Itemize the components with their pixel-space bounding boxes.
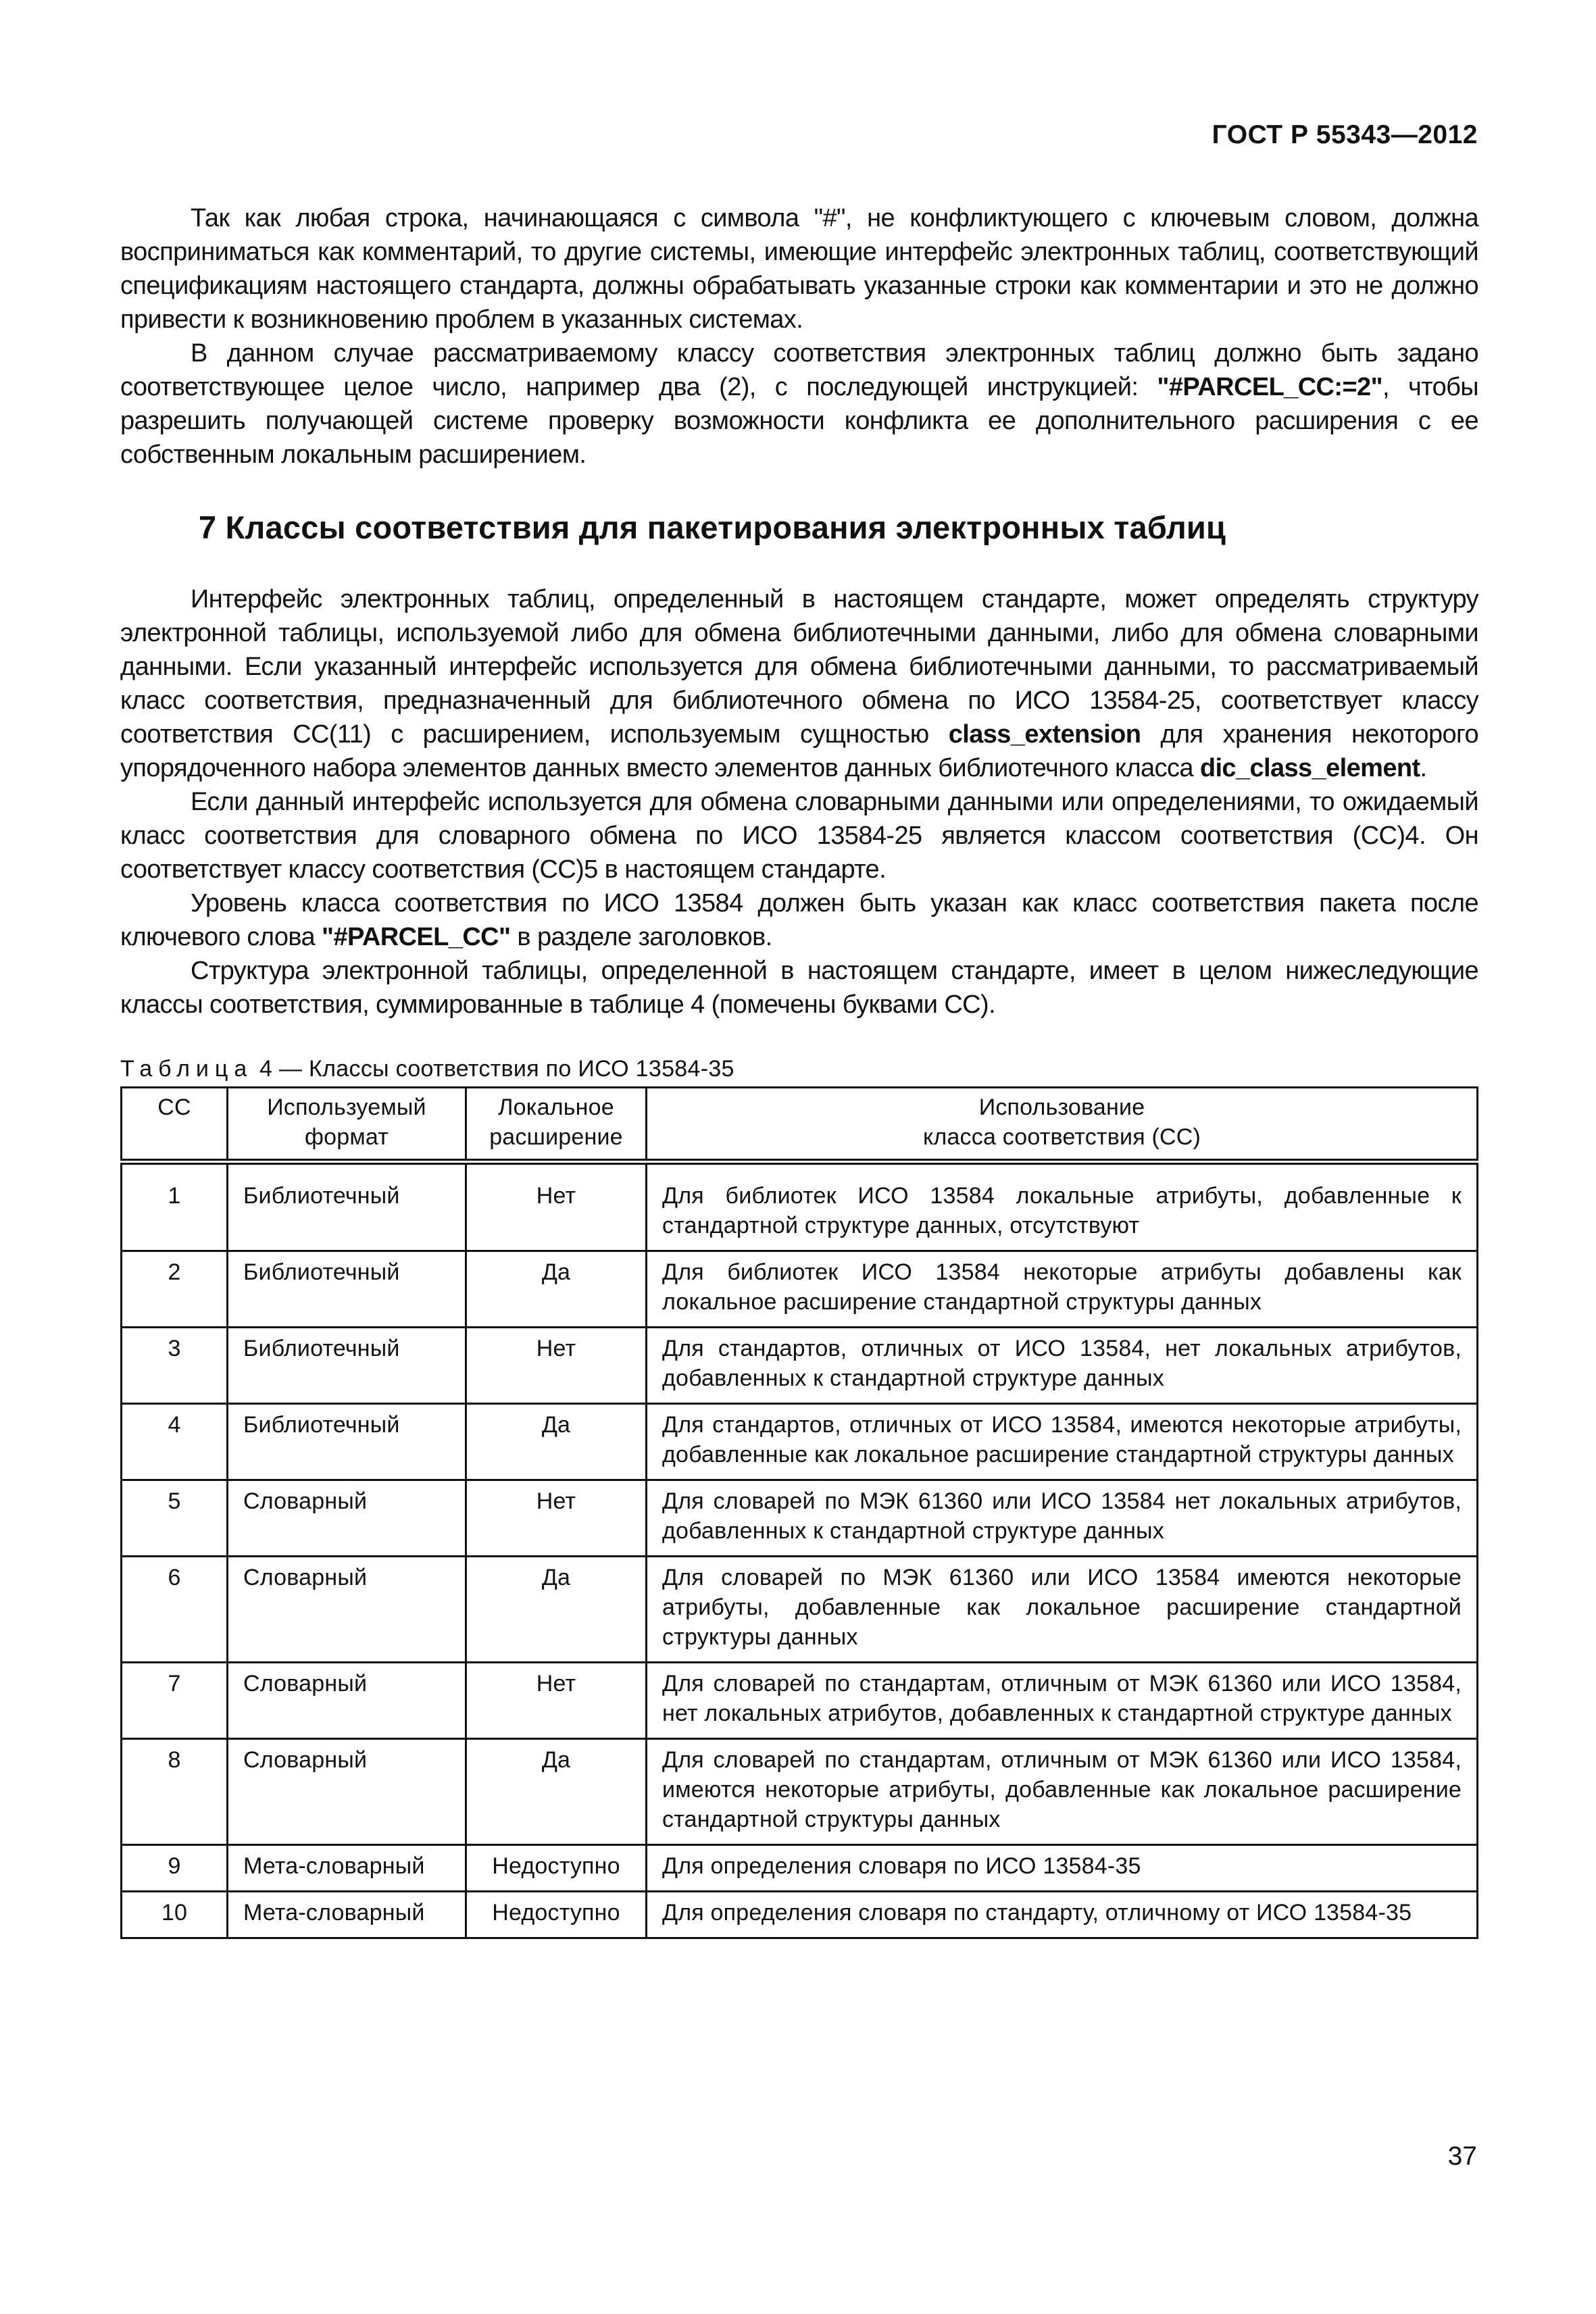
cell-usage: Для определения словаря по ИСО 13584-35	[647, 1845, 1478, 1892]
section-p1-text-e: .	[1420, 754, 1427, 782]
table-row	[122, 1162, 1478, 1251]
intro-paragraph-2	[120, 336, 1478, 472]
table-row	[122, 1663, 1478, 1739]
document-code: ГОСТ Р 55343—2012	[1212, 120, 1478, 149]
section-p1-text-a: Интерфейс электронных таблиц, определенный в настоящем стандарте, может определять структуру электронной таблицы, используемой либо для обмена библиотечными данными, либо для обмена словарными данными. Если указанный интерфейс используется для обмена библиотечными данными, то рассматриваемый класс соответствия, предназначенный для библиотечного обмена по ИСО 13584-25, соответствует классу соответствия СС(11) с расширением, используемым сущностью	[120, 585, 1478, 749]
header-format: Используемый формат	[228, 1088, 466, 1162]
cell-cc: 7	[122, 1663, 228, 1739]
cell-local-extension: Нет	[466, 1162, 647, 1251]
conformance-classes-table	[120, 1086, 1478, 1939]
cell-local-extension: Нет	[466, 1480, 647, 1557]
table-row	[122, 1251, 1478, 1328]
header-cc: СС	[122, 1088, 228, 1162]
section-paragraph-3	[120, 886, 1478, 954]
cell-local-extension: Да	[466, 1557, 647, 1663]
cell-local-extension: Недоступно	[466, 1845, 647, 1892]
table-caption-word: Таблица	[120, 1056, 253, 1082]
cell-format: Словарный	[228, 1480, 466, 1557]
cell-format: Мета-словарный	[228, 1892, 466, 1938]
cell-format: Библиотечный	[228, 1162, 466, 1251]
cell-cc: 4	[122, 1404, 228, 1480]
cell-usage: Для стандартов, отличных от ИСО 13584, имеются некоторые атрибуты, добавленные как локальное расширение стандартной структуры данных	[647, 1404, 1478, 1480]
cell-cc: 3	[122, 1328, 228, 1404]
cell-local-extension: Нет	[466, 1663, 647, 1739]
cell-cc: 8	[122, 1739, 228, 1845]
intro-p2-text-c: , чтобы разрешить получающей системе проверку возможности конфликта ее дополнительного расширения с ее собственным локальным расширением.	[120, 373, 1478, 469]
section-paragraph-2: Если данный интерфейс используется для обмена словарными данными или определениями, то ожидаемый класс соответствия для словарного обмена по ИСО 13584-25 является классом соответствия (СС)4. Он соответствует классу соответствия (СС)5 в настоящем стандарте.	[120, 788, 1478, 884]
header-usage: Использование класса соответствия (СС)	[647, 1088, 1478, 1162]
table-row	[122, 1557, 1478, 1663]
cell-local-extension: Да	[466, 1404, 647, 1480]
intro-p2-text-a: В данном случае рассматриваемому классу соответствия электронных таблиц должно быть задано соответствующее целое число, например два (2), с последующей инструкцией:	[120, 339, 1478, 401]
table-row	[122, 1404, 1478, 1480]
table-header-row	[122, 1088, 1478, 1162]
cell-usage: Для библиотек ИСО 13584 локальные атрибуты, добавленные к стандартной структуре данных, отсутствуют	[647, 1162, 1478, 1251]
cell-cc: 6	[122, 1557, 228, 1663]
page-number: 37	[1447, 2142, 1477, 2171]
cell-usage: Для словарей по стандартам, отличным от МЭК 61360 или ИСО 13584, имеются некоторые атрибуты, добавленные как локальное расширение стандартной структуры данных	[647, 1739, 1478, 1845]
cell-cc: 1	[122, 1162, 228, 1251]
parcel-cc-instruction: "#PARCEL_CC:=2"	[1157, 373, 1382, 401]
table-caption-text: 4 — Классы соответствия по ИСО 13584-35	[253, 1056, 734, 1082]
cell-format: Мета-словарный	[228, 1845, 466, 1892]
section-paragraph-1	[120, 582, 1478, 785]
section-paragraph-4: Структура электронной таблицы, определенной в настоящем стандарте, имеет в целом нижеследующие классы соответствия, суммированные в таблице 4 (помечены буквами СС).	[120, 957, 1478, 1019]
cell-format: Библиотечный	[228, 1251, 466, 1328]
dic-class-element-term: dic_class_element	[1199, 754, 1420, 782]
cell-usage: Для словарей по стандартам, отличным от МЭК 61360 или ИСО 13584, нет локальных атрибутов, добавленных к стандартной структуре данных	[647, 1663, 1478, 1739]
intro-paragraph-1: Так как любая строка, начинающаяся с символа "#", не конфликтующего с ключевым словом, должна восприниматься как комментарий, то другие системы, имеющие интерфейс электронных таблиц, соответствующий спецификациям настоящего стандарта, должны обрабатывать указанные строки как комментарии и это не должно привести к возникновению проблем в указанных системах.	[120, 204, 1478, 334]
cell-usage: Для определения словаря по стандарту, отличному от ИСО 13584-35	[647, 1892, 1478, 1938]
class-extension-term: class_extension	[948, 720, 1141, 749]
cell-cc: 10	[122, 1892, 228, 1938]
cell-cc: 2	[122, 1251, 228, 1328]
cell-format: Библиотечный	[228, 1328, 466, 1404]
section-p3-text-c: в разделе заголовков.	[510, 923, 772, 951]
parcel-cc-keyword: "#PARCEL_CC"	[322, 923, 511, 951]
table-row	[122, 1328, 1478, 1404]
section-p3-text-a: Уровень класса соответствия по ИСО 13584 должен быть указан как класс соответствия пакета после ключевого слова	[120, 889, 1478, 951]
cell-local-extension: Да	[466, 1251, 647, 1328]
cell-usage: Для словарей по МЭК 61360 или ИСО 13584 имеются некоторые атрибуты, добавленные как локальное расширение стандартной структуры данных	[647, 1557, 1478, 1663]
cell-format: Словарный	[228, 1739, 466, 1845]
table-row	[122, 1480, 1478, 1557]
table-caption	[120, 1054, 1478, 1084]
cell-format: Библиотечный	[228, 1404, 466, 1480]
cell-local-extension: Недоступно	[466, 1892, 647, 1938]
cell-local-extension: Да	[466, 1739, 647, 1845]
table-row	[122, 1845, 1478, 1892]
cell-local-extension: Нет	[466, 1328, 647, 1404]
cell-format: Словарный	[228, 1663, 466, 1739]
cell-usage: Для стандартов, отличных от ИСО 13584, нет локальных атрибутов, добавленных к стандартной структуре данных	[647, 1328, 1478, 1404]
cell-usage: Для библиотек ИСО 13584 некоторые атрибуты добавлены как локальное расширение стандартной структуры данных	[647, 1251, 1478, 1328]
section-title: 7 Классы соответствия для пакетирования электронных таблиц	[199, 509, 1226, 545]
cell-cc: 5	[122, 1480, 228, 1557]
cell-format: Словарный	[228, 1557, 466, 1663]
section-p1-text-c: для хранения некоторого упорядоченного набора элементов данных вместо элементов данных библиотечного класса	[120, 720, 1478, 782]
header-local-extension: Локальное расширение	[466, 1088, 647, 1162]
page-content	[120, 201, 1478, 1939]
table-row	[122, 1739, 1478, 1845]
cell-usage: Для словарей по МЭК 61360 или ИСО 13584 нет локальных атрибутов, добавленных к стандартной структуре данных	[647, 1480, 1478, 1557]
table-row	[122, 1892, 1478, 1938]
cell-cc: 9	[122, 1845, 228, 1892]
